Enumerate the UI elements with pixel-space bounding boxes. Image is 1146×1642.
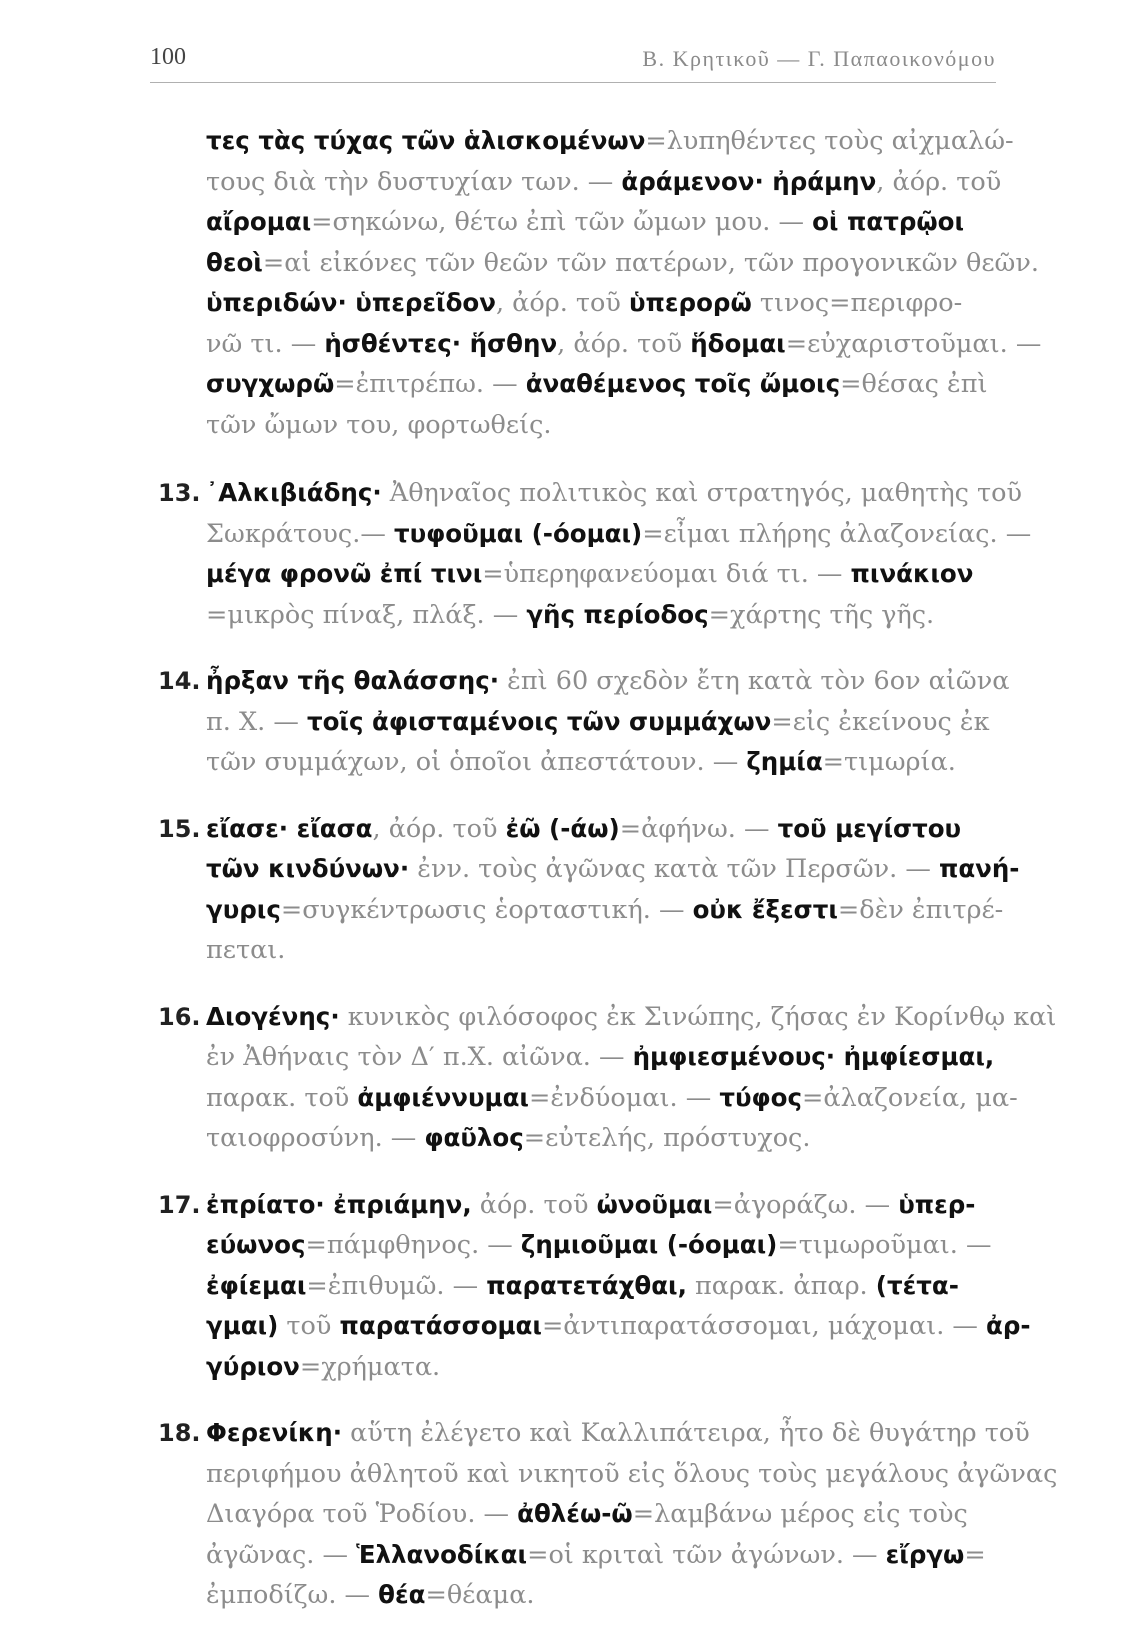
entry-line xyxy=(206,742,1000,783)
gloss-text: Διαγόρα τοῦ Ῥοδίου. — xyxy=(206,1499,518,1529)
headword: τύφος xyxy=(719,1082,803,1112)
gloss-text: =εἰς ἐκείνους ἐκ xyxy=(771,706,990,737)
gloss-text: ἀγῶνας. — xyxy=(206,1539,357,1570)
headword: γύριον xyxy=(206,1351,300,1381)
entry-line xyxy=(206,243,1039,284)
headword: τῶν κινδύνων· xyxy=(206,854,410,883)
entry-line xyxy=(206,849,1020,890)
entry-line xyxy=(206,514,1032,555)
headword: εἴργω xyxy=(885,1539,965,1569)
entry-line xyxy=(206,554,1000,595)
headword: συγχωρῶ xyxy=(206,369,335,398)
headword: ἥδομαι xyxy=(690,328,786,358)
headword: εἴασε· εἴασα xyxy=(206,813,373,843)
gloss-text: =ἀντιπαρατάσσομαι, μάχομαι. — xyxy=(541,1311,987,1341)
gloss-text: παρακ. τοῦ xyxy=(206,1082,358,1113)
headword: ζημιοῦμαι (-όομαι) xyxy=(520,1230,778,1259)
gloss-text: κυνικὸς φιλόσοφος ἐκ Σινώπης, ζήσας ἐν Κορίνθῳ καὶ xyxy=(339,1001,1057,1032)
gloss-text: =ἀφήνω. — xyxy=(619,813,778,844)
gloss-text: τῶν ὤμων του, φορτωθείς. xyxy=(206,409,552,440)
headword: εύωνος xyxy=(206,1230,306,1259)
headword: ἀμφιέννυμαι xyxy=(357,1082,529,1112)
gloss-text: =λυπηθέντες τοὺς αἰχμαλώ- xyxy=(645,126,1014,156)
entry-number: 18. xyxy=(158,1419,201,1447)
running-head-authors: Β. Κρητικοῦ — Γ. Παπαοικονόμου xyxy=(642,46,996,71)
gloss-text: ἀόρ. τοῦ xyxy=(471,1189,597,1220)
entry-line xyxy=(206,364,1000,405)
gloss-text: =τιμωροῦμαι. — xyxy=(777,1230,992,1260)
gloss-text: =ἐπιθυμῶ. — xyxy=(306,1270,487,1301)
gloss-text: =χρήματα. xyxy=(299,1351,441,1382)
gloss-text: =θέαμα. xyxy=(425,1580,535,1610)
headword: Φερενίκη· xyxy=(206,1418,343,1447)
entry-line xyxy=(206,405,1000,446)
gloss-text: , ἀόρ. τοῦ xyxy=(876,166,1002,197)
entry-line xyxy=(206,1575,1000,1616)
gloss-text: τοῦ xyxy=(278,1311,340,1341)
headword: τες τὰς τύχας τῶν ἁλισκομένων xyxy=(206,126,646,155)
glossary-entry xyxy=(158,1185,1031,1388)
gloss-text: =ὑπερηφανεύομαι διά τι. — xyxy=(482,559,851,589)
entry-line xyxy=(206,930,1000,971)
headword: τοῖς ἀφισταμένοις τῶν συμμάχων xyxy=(306,706,772,736)
gloss-text: Ἀθηναῖος πολιτικὸς καὶ στρατηγός, μαθητὴς τοῦ xyxy=(381,478,1022,508)
entry-line xyxy=(206,1306,1031,1347)
gloss-text: =χάρτης τῆς γῆς. xyxy=(708,599,935,630)
glossary-entry xyxy=(158,661,1010,783)
entry-line xyxy=(206,661,1010,702)
entry-line xyxy=(206,1037,1000,1078)
entry-line xyxy=(206,202,1000,243)
headword: ἐῶ (-άω) xyxy=(505,813,620,843)
headword: ὑπεριδών· ὑπερεῖδον xyxy=(206,288,496,317)
gloss-text: =αἱ εἰκόνες τῶν θεῶν τῶν πατέρων, τῶν προγονικῶν θεῶν. xyxy=(262,247,1039,278)
entry-line xyxy=(206,473,1022,514)
gloss-text: =μικρὸς πίναξ, πλάξ. — xyxy=(206,599,527,630)
gloss-text: = xyxy=(964,1539,986,1570)
headword: ἡσθέντες· ἥσθην xyxy=(324,328,558,358)
headword: τυφοῦμαι (-όομαι) xyxy=(393,518,643,548)
entry-line xyxy=(206,1494,1000,1535)
gloss-text: ἐμποδίζω. — xyxy=(206,1580,379,1610)
entry-line xyxy=(206,595,1000,636)
headword: ἀναθέμενος τοῖς ὤμοις xyxy=(525,369,841,398)
gloss-text: =ἐνδύομαι. — xyxy=(528,1082,720,1113)
gloss-text: =ἀγοράζω. — xyxy=(712,1189,899,1220)
headword: πινάκιον xyxy=(850,559,974,588)
gloss-text: =ἐπιτρέπω. — xyxy=(334,369,526,399)
entry-line xyxy=(206,702,1000,743)
gloss-text: =δὲν ἐπιτρέ- xyxy=(837,894,1004,925)
entry-line xyxy=(206,162,1000,203)
headword: αἴρομαι xyxy=(206,207,312,236)
gloss-text: αὕτη ἐλέγετο καὶ Καλλιπάτειρα, ἦτο δὲ θυγάτηρ τοῦ xyxy=(342,1418,1030,1448)
headword: ἐπρίατο· ἐπριάμην, xyxy=(206,1189,472,1219)
gloss-text: , ἀόρ. τοῦ xyxy=(495,288,629,318)
headword: οἱ πατρῷοι xyxy=(812,207,965,236)
headword: τοῦ μεγίστου xyxy=(777,813,962,843)
headword: φαῦλος xyxy=(424,1123,524,1152)
gloss-text: =θέσας ἐπὶ xyxy=(840,369,988,399)
entry-number: 16. xyxy=(158,1002,201,1031)
gloss-text: =εὐχαριστοῦμαι. — xyxy=(785,328,1042,359)
running-header xyxy=(150,38,996,83)
headword: θέα xyxy=(378,1580,426,1609)
entry-line xyxy=(206,997,1057,1038)
gloss-text: τινος=περιφρο- xyxy=(751,288,963,318)
entry-number: 14. xyxy=(158,667,201,695)
gloss-text: ἐν Ἀθήναις τὸν Δ′ π.Χ. αἰῶνα. — xyxy=(206,1042,633,1072)
headword: ἠμφιεσμένους· ἠμφίεσμαι, xyxy=(632,1042,995,1071)
headword: ᾿Αλκιβιάδης· xyxy=(206,478,382,507)
gloss-text: =εὐτελής, πρόστυχος. xyxy=(523,1123,811,1153)
gloss-text: πεται. xyxy=(206,935,286,965)
headword: ἀθλέω-ῶ xyxy=(517,1499,633,1528)
headword: ἀρ- xyxy=(986,1311,1031,1340)
glossary-body xyxy=(158,121,1058,1642)
headword: ἐφίεμαι xyxy=(206,1270,307,1300)
glossary-entry xyxy=(158,473,1032,635)
entry-line xyxy=(206,1454,1058,1495)
gloss-text: ἐνν. τοὺς ἀγῶνας κατὰ τῶν Περσῶν. — xyxy=(409,854,939,884)
gloss-text: =ἀλαζονεία, μα- xyxy=(802,1082,1018,1113)
headword: ὑπερ- xyxy=(898,1189,976,1219)
entry-line xyxy=(206,809,1000,850)
headword: ὠνοῦμαι xyxy=(596,1189,713,1219)
gloss-text: Σωκράτους.— xyxy=(206,518,394,549)
gloss-text: =οἱ κριταὶ τῶν ἀγώνων. — xyxy=(527,1539,886,1570)
gloss-text: =λαμβάνω μέρος εἰς τοὺς xyxy=(632,1499,968,1529)
headword: γμαι) xyxy=(206,1311,279,1340)
headword: θεοὶ xyxy=(206,247,263,277)
entry-line xyxy=(206,1118,1000,1159)
headword: γῆς περίοδος xyxy=(526,599,709,629)
entry-number: 15. xyxy=(158,814,201,843)
glossary-entry xyxy=(158,1413,1058,1616)
gloss-text: , ἀόρ. τοῦ xyxy=(372,813,506,844)
headword: παρατάσσομαι xyxy=(339,1311,542,1340)
gloss-text: =τιμωρία. xyxy=(822,747,956,777)
entry-line xyxy=(206,1185,1000,1226)
entry-line xyxy=(206,324,1042,365)
entry-line xyxy=(206,1347,1000,1388)
entry-line xyxy=(206,283,1000,324)
headword: ἀράμενον· ἠράμην xyxy=(621,166,877,196)
glossary-entry xyxy=(158,121,1042,445)
headword: Διογένης· xyxy=(206,1001,340,1031)
gloss-text: =σηκώνω, θέτω ἐπὶ τῶν ὤμων μου. — xyxy=(311,207,813,237)
gloss-text: , ἀόρ. τοῦ xyxy=(557,328,691,359)
entry-line xyxy=(206,121,1014,162)
headword: οὐκ ἔξεστι xyxy=(692,894,838,924)
entry-line xyxy=(206,1225,1000,1266)
page-number: 100 xyxy=(150,44,186,70)
gloss-text: =εἶμαι πλήρης ἀλαζονείας. — xyxy=(642,518,1032,549)
gloss-text: τους διὰ τὴν δυστυχίαν των. — xyxy=(206,166,622,197)
headword: γυρις xyxy=(206,894,281,924)
glossary-entry xyxy=(158,997,1057,1159)
gloss-text: παρακ. ἀπαρ. xyxy=(686,1270,876,1301)
headword: ἦρξαν τῆς θαλάσσης· xyxy=(206,666,500,695)
entry-line xyxy=(206,1078,1018,1119)
gloss-text: περιφήμου ἀθλητοῦ καὶ νικητοῦ εἰς ὅλους τοὺς μεγάλους ἀγῶνας xyxy=(206,1458,1058,1489)
headword: πανή- xyxy=(938,854,1020,883)
entry-line xyxy=(206,1413,1030,1454)
entry-line xyxy=(206,1535,1000,1576)
gloss-text: π. Χ. — xyxy=(206,706,307,737)
entry-line xyxy=(206,890,1004,931)
headword: ζημία xyxy=(746,747,823,776)
gloss-text: νῶ τι. — xyxy=(206,328,325,359)
gloss-text: ἐπὶ 60 σχεδὸν ἔτη κατὰ τὸν 6ον αἰῶνα xyxy=(499,666,1010,696)
gloss-text: τῶν συμμάχων, οἱ ὁποῖοι ἀπεστάτουν. — xyxy=(206,747,747,777)
headword: Ἑλλανοδίκαι xyxy=(356,1539,528,1569)
headword: παρατετάχθαι, xyxy=(486,1270,687,1300)
gloss-text: ταιοφροσύνη. — xyxy=(206,1123,425,1153)
glossary-entry xyxy=(158,809,1020,971)
entry-number: 13. xyxy=(158,479,201,507)
gloss-text: =πάμφθηνος. — xyxy=(305,1230,521,1260)
gloss-text: =συγκέντρωσις ἑορταστική. — xyxy=(280,894,693,925)
headword: (τέτα- xyxy=(875,1270,959,1300)
headword: μέγα φρονῶ ἐπί τινι xyxy=(206,559,483,588)
entry-line xyxy=(206,1266,1000,1307)
headword: ὑπερορῶ xyxy=(629,288,752,317)
entry-number: 17. xyxy=(158,1190,201,1219)
